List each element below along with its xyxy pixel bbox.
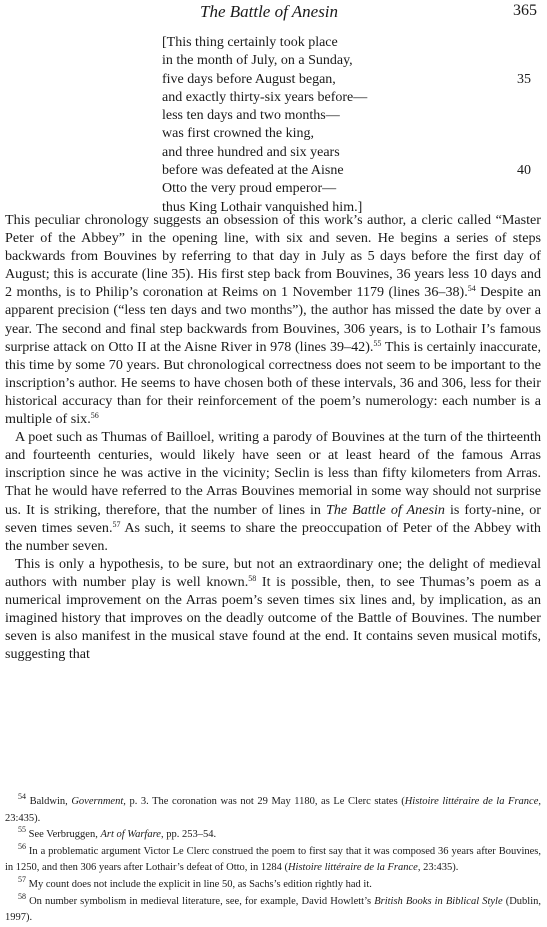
footnote-ref: 57 (112, 519, 121, 529)
paragraph: A poet such as Thumas of Bailloel, writing a parody of Bouvines at the turn of the thirteenth and fourteenth centuries, would likely have seen or at least heard of the famous Arras inscription since he was active in the vicinity; Seclin is less than fifty kilometers from Arras. That he would have referred to the Arras Bouvines memorial in some way should not surprise us. It is striking, therefore, that the number of lines in The Battle of Anesin is forty-nine, or seven times seven.$^{57}$ As such, it seems to share the preoccupation of Peter of the Abbey with the number seven. (5, 429, 541, 554)
line-number: 40 (517, 163, 531, 179)
footnote-ref: 56 (90, 411, 99, 421)
footnote-number: 57 (18, 874, 26, 884)
footnote-number: 55 (18, 825, 26, 835)
running-title: The Battle of Anesin (200, 2, 339, 21)
verse-line: in the month of July, on a Sunday, (162, 53, 353, 69)
verse-line: thus King Lothair vanquished him.] (162, 199, 363, 215)
verse-line: [This thing certainly took place (162, 35, 338, 50)
footnote: $^{57}$ My count does not include the explicit in line 50, as Sachs’s edition rightly had it. (18, 874, 372, 890)
verse-line: Otto the very proud emperor— (162, 181, 337, 197)
footnote-ref: 58 (248, 573, 257, 583)
footnote-number: 54 (18, 792, 26, 801)
verse-line: less ten days and two months— (162, 108, 340, 124)
paragraph: This is only a hypothesis, to be sure, but not an extraordinary one; the delight of medieval authors with number play is well known.$^{58}$ It is possible, then, to see Thumas’s poem as a numerical improvement on the Arras poem’s seven times six lines and, by implication, as an imagined history that improves on the deadly outcome of the Battle of Bouvines. The number seven is also manifest in the musical stave found at the end. It contains seven musical motifs, suggesting that (5, 555, 541, 663)
footnote: $^{56}$ In a problematic argument Victor Le Clerc construed the poem to first say that it was composed 36 years after Bouvines, in 1250, and then 306 years after Lothair’s defeat of Otto, in 1284 (Histoire littéraire de la France, 23:435). (5, 841, 541, 874)
page-number: 365 (513, 2, 537, 19)
paragraph: This peculiar chronology suggests an obsession of this work’s author, a cleric called “Master Peter of the Abbey” in the opening line, with six and seven. He begins a series of steps backwards from Bouvines by referring to that day in July as 5 days before the first day of August; this is accurate (line 35). His first step back from Bouvines, 36 years less 10 days and 2 months, is to Philip’s coronation at Reims on 1 November 1179 (lines 36–38).$^{54}$ Despite an apparent precision (“less ten days and two months”), the author has missed the date by over a year. The second and final step backwards from Bouvines, 306 years, is to Lothair I’s famous surprise attack on Otto II at the Aisne River in 978 (lines 39–42).$^{55}$ This is certainly inaccurate, this time by some 70 years. But chronological correctness does not seem to be important to the inscription’s author. He seems to have chosen both of these intervals, 36 and 306, less for their historical accuracy than for their reinforcement of the poem’s numerology: each number is a multiple of six.$^{56}$ (5, 212, 542, 428)
footnote: $^{55}$ See Verbruggen, Art of Warfare, pp. 253–54. (18, 825, 217, 841)
verse-line: five days before August began, 35 (162, 71, 547, 89)
verse-block (162, 34, 547, 217)
footnote-number: 58 (18, 891, 26, 901)
verse-line: and three hundred and six years (162, 144, 340, 160)
footnotes (5, 794, 541, 927)
verse-line: was first crowned the king, (162, 126, 315, 142)
footnote: $^{54}$ Baldwin, Government, p. 3. The coronation was not 29 May 1180, as Le Clerc states (Histoire littéraire de la France, 23:435). (5, 792, 541, 824)
footnote-ref: 54 (467, 284, 476, 294)
footnote-number: 56 (18, 841, 26, 851)
running-head (0, 2, 547, 28)
verse-line: and exactly thirty-six years before— (162, 89, 368, 105)
poem-title: The Battle of Anesin (325, 501, 445, 518)
line-number: 35 (517, 71, 531, 87)
footnote-ref: 55 (373, 338, 382, 348)
verse-line: before was defeated at the Aisne 40 (162, 162, 547, 180)
body-text (5, 211, 541, 663)
footnote: $^{58}$ On number symbolism in medieval literature, see, for example, David Howlett’s British Books in Biblical Style (Dublin, 1997). (5, 891, 541, 924)
